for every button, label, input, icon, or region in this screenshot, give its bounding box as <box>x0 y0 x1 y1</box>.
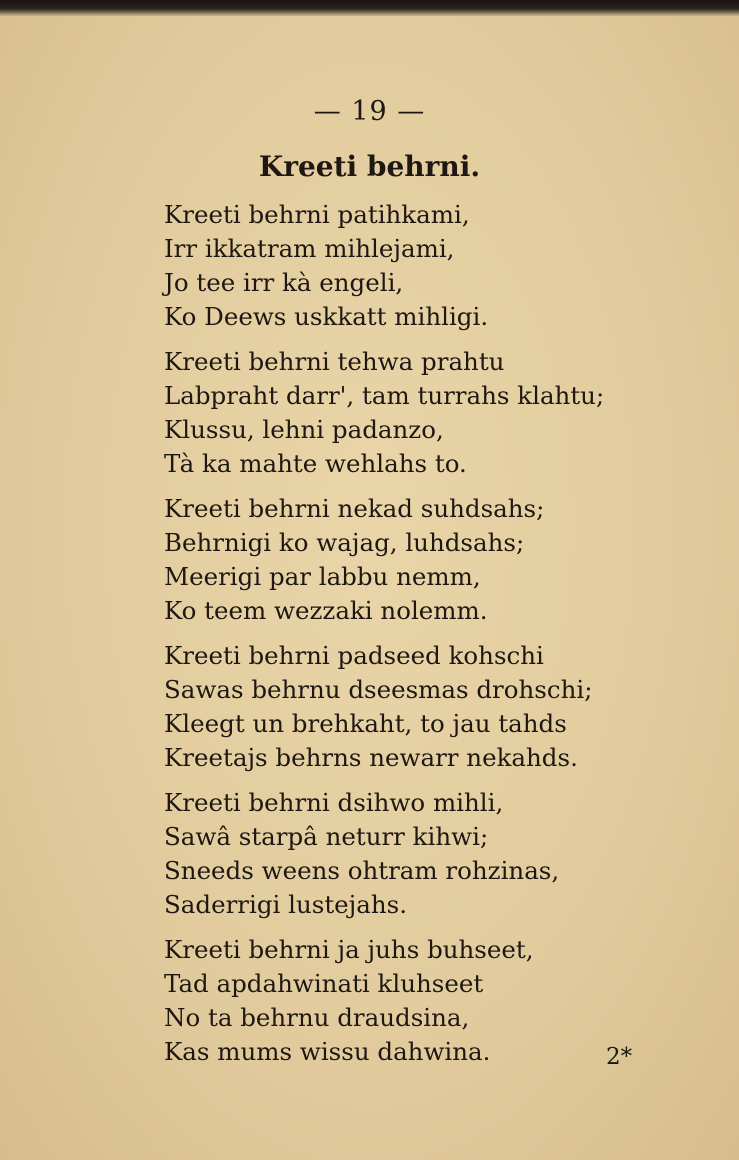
poem-line: Sawas behrnu dseesmas drohschi; <box>164 675 593 704</box>
poem-line: Kas mums wissu dahwina. <box>164 1037 491 1066</box>
page-top-edge <box>0 0 739 16</box>
poem-line: Meerigi par labbu nemm, <box>164 562 481 591</box>
poem-title: Kreeti behrni. <box>258 150 481 183</box>
poem-line: Kleegt un brehkaht, to jau tahds <box>164 709 567 738</box>
poem-line: Kreeti behrni nekad suhdsahs; <box>164 494 545 523</box>
poem-line: Kreeti behrni padseed kohschi <box>164 641 544 670</box>
signature-mark: 2* <box>606 1044 633 1070</box>
poem-line: Kreetajs behrns newarr nekahds. <box>164 743 578 772</box>
poem-line: Ko teem wezzaki nolemm. <box>164 596 488 625</box>
poem-line: Tad apdahwinati kluhseet <box>164 969 484 998</box>
page-number: — 19 — <box>313 96 426 127</box>
poem-line: Behrnigi ko wajag, luhdsahs; <box>164 528 525 557</box>
poem-line: No ta behrnu draudsina, <box>164 1003 470 1032</box>
poem-line: Kreeti behrni tehwa prahtu <box>164 347 505 376</box>
stanza-3 <box>164 492 664 628</box>
stanza-2 <box>164 345 664 481</box>
poem-line: Kreeti behrni ja juhs buhseet, <box>164 935 534 964</box>
poem-line: Irr ikkatram mihlejami, <box>164 234 455 263</box>
poem-line: Sawâ starpâ neturr kihwi; <box>164 822 489 851</box>
stanza-6 <box>164 933 664 1069</box>
poem-line: Saderrigi lustejahs. <box>164 890 408 919</box>
poem-line: Labpraht darr', tam turrahs klahtu; <box>164 381 605 410</box>
poem-line: Kreeti behrni patihkami, <box>164 200 470 229</box>
poem-line: Jo tee irr kà engeli, <box>164 268 404 297</box>
poem-line: Ko Deews uskkatt mihligi. <box>164 302 489 331</box>
stanza-4 <box>164 639 664 775</box>
stanza-5 <box>164 786 664 922</box>
poem-line: Tà ka mahte wehlahs to. <box>164 449 467 478</box>
poem-line: Klussu, lehni padanzo, <box>164 415 444 444</box>
poem-body <box>164 198 664 1080</box>
poem-line: Kreeti behrni dsihwo mihli, <box>164 788 504 817</box>
poem-line: Sneeds weens ohtram rohzinas, <box>164 856 560 885</box>
stanza-1 <box>164 198 664 334</box>
